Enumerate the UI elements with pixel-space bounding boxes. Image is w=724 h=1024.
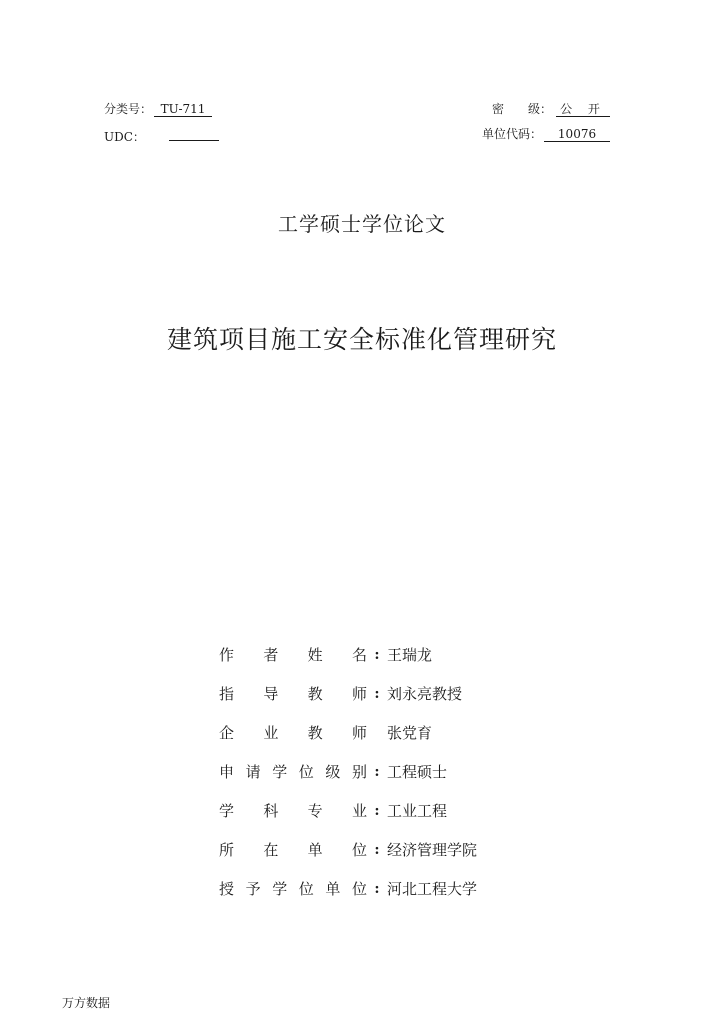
udc-label: UDC： xyxy=(104,130,145,144)
info-label-char: 请 xyxy=(245,763,261,781)
info-value: 刘永亮教授 xyxy=(387,685,463,703)
info-label-char: 申 xyxy=(219,763,235,781)
thesis-title: 建筑项目施工安全标准化管理研究 xyxy=(166,325,557,354)
info-value: 张党育 xyxy=(387,724,433,742)
info-label-char: 单 xyxy=(307,841,323,859)
info-colon: : xyxy=(374,880,380,897)
degree-type-heading: 工学硕士学位论文 xyxy=(278,212,446,236)
info-label-char: 予 xyxy=(245,880,261,898)
info-value: 河北工程大学 xyxy=(387,880,478,898)
info-label-char: 作 xyxy=(219,646,235,664)
info-label-char: 导 xyxy=(263,685,279,703)
info-label-char: 专 xyxy=(307,802,323,820)
info-label-char: 教 xyxy=(307,724,323,742)
info-label-char: 学 xyxy=(219,802,235,820)
info-label-char: 教 xyxy=(307,685,323,703)
classification-number xyxy=(104,101,212,117)
info-label-char: 学 xyxy=(272,763,288,781)
info-label-char: 所 xyxy=(219,841,235,859)
info-label-char: 名 xyxy=(351,646,367,664)
info-value: 工程硕士 xyxy=(387,763,448,781)
udc-value xyxy=(169,126,219,141)
info-label-char: 别 xyxy=(351,763,367,781)
info-label-char: 业 xyxy=(263,724,279,742)
info-colon: : xyxy=(374,841,380,858)
info-colon: : xyxy=(374,646,380,663)
info-row xyxy=(219,869,639,908)
info-label-char: 单 xyxy=(325,880,341,898)
info-value: 工业工程 xyxy=(387,802,448,820)
info-value: 经济管理学院 xyxy=(387,841,478,859)
secrecy-value: 公 开 xyxy=(556,102,610,117)
unit-code-value: 10076 xyxy=(544,127,610,142)
info-label-char: 师 xyxy=(351,724,367,742)
info-row xyxy=(219,830,639,869)
info-row xyxy=(219,674,639,713)
secrecy-level xyxy=(492,101,610,117)
info-label xyxy=(219,644,367,665)
author-info-block xyxy=(219,635,639,908)
unit-code-label: 单位代码： xyxy=(482,127,543,141)
info-label xyxy=(219,839,367,860)
info-row xyxy=(219,713,639,752)
info-label xyxy=(219,722,367,743)
info-row xyxy=(219,635,639,674)
info-label xyxy=(219,878,367,899)
secrecy-label: 密 级： xyxy=(492,102,553,116)
info-label-char: 级 xyxy=(325,763,341,781)
info-row xyxy=(219,752,639,791)
info-row xyxy=(219,791,639,830)
classification-label: 分类号： xyxy=(104,102,153,116)
info-label-char: 位 xyxy=(351,841,367,859)
info-label-char: 企 xyxy=(219,724,235,742)
info-label-char: 科 xyxy=(263,802,279,820)
info-label-char: 在 xyxy=(263,841,279,859)
info-colon: : xyxy=(374,763,380,780)
info-label-char: 业 xyxy=(351,802,367,820)
info-colon: : xyxy=(374,802,380,819)
info-label xyxy=(219,683,367,704)
info-label xyxy=(219,800,367,821)
info-label-char: 师 xyxy=(351,685,367,703)
info-label-char: 位 xyxy=(298,763,314,781)
footer-brand: 万方数据 xyxy=(62,996,111,1010)
info-label-char: 授 xyxy=(219,880,235,898)
info-label-char: 位 xyxy=(298,880,314,898)
info-label xyxy=(219,761,367,782)
info-label-char: 指 xyxy=(219,685,235,703)
unit-code xyxy=(482,126,610,142)
udc-number xyxy=(104,126,219,145)
info-label-char: 姓 xyxy=(307,646,323,664)
info-label-char: 学 xyxy=(272,880,288,898)
info-value: 王瑞龙 xyxy=(387,646,433,664)
info-label-char: 者 xyxy=(263,646,279,664)
classification-value: TU-711 xyxy=(154,102,212,117)
info-colon: : xyxy=(374,685,380,702)
info-label-char: 位 xyxy=(351,880,367,898)
